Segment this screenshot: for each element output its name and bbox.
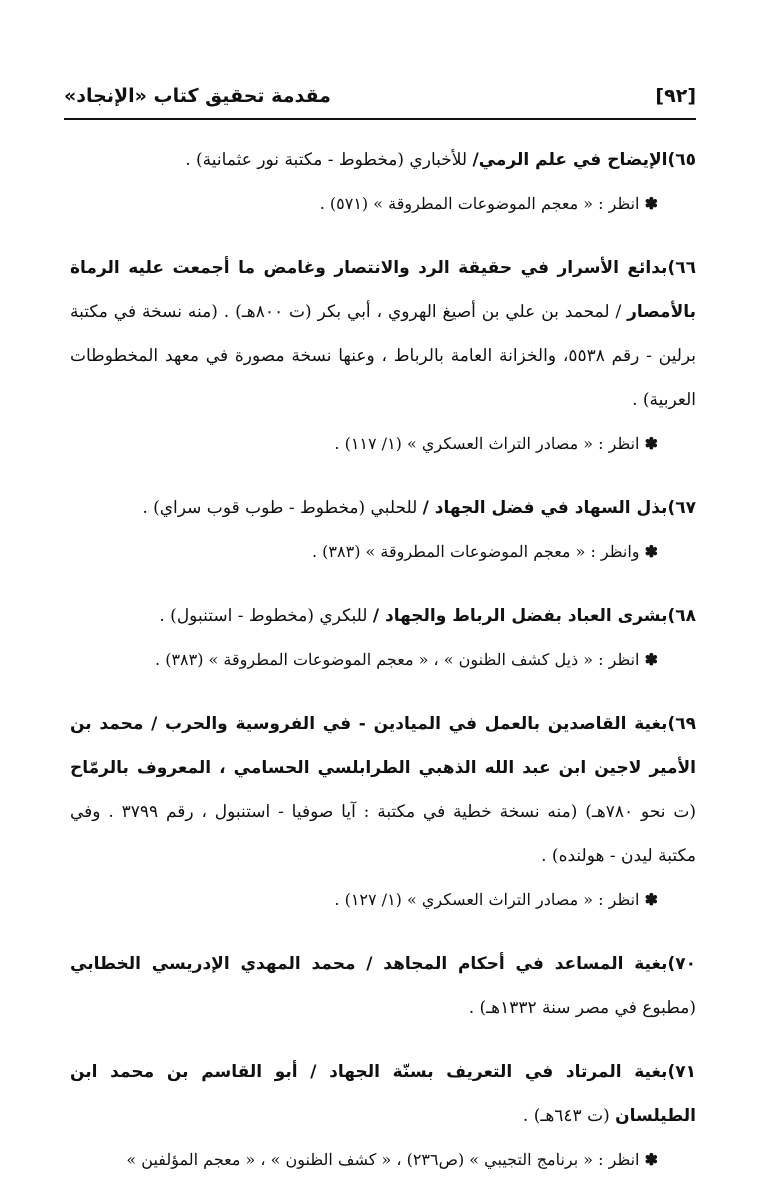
entry-number: ٧١) bbox=[667, 1062, 696, 1082]
asterisk-icon: ✽ bbox=[644, 650, 658, 669]
entry-body: للأخباري (مخطوط - مكتبة نور عثمانية) . bbox=[185, 150, 473, 170]
page-number: [٩٢] bbox=[655, 85, 696, 107]
entry-text bbox=[70, 942, 696, 1030]
entry-body: (ت نحو ٧٨٠هـ) (منه نسخة خطية في مكتبة : آيا صوفيا - استنبول ، رقم ٣٧٩٩ . وفي مكتبة ليدن - هولنده) . bbox=[70, 802, 697, 866]
entry-text bbox=[70, 1050, 696, 1138]
entry-reference bbox=[70, 878, 696, 922]
bibliography-entry-66 bbox=[70, 246, 696, 466]
entry-number: ٧٠) bbox=[667, 954, 696, 974]
entry-reference bbox=[70, 422, 696, 466]
header-divider bbox=[64, 118, 696, 120]
entry-title: بغية القاصدين بالعمل في الميادين - في الفروسية والحرب / محمد بن الأمير لاجين ابن عبد الله الذهبي الطرابلسي الحسامي ، المعروف بالرمّاح bbox=[70, 714, 696, 778]
entry-title: بشرى العباد بفضل الرباط والجهاد / bbox=[372, 606, 668, 626]
bibliography-entry-71 bbox=[70, 1050, 696, 1182]
bibliography-entry-65 bbox=[70, 138, 696, 226]
asterisk-icon: ✽ bbox=[644, 194, 658, 213]
entry-body: (ت ٦٤٣هـ) . bbox=[522, 1106, 616, 1126]
entry-reference bbox=[70, 638, 696, 682]
entry-number: ٦٦) bbox=[667, 258, 696, 278]
reference-text: انظر : « برنامج التجيبي » (ص٢٣٦) ، « كشف الظنون » ، « معجم المؤلفين » bbox=[126, 1150, 640, 1169]
entry-number: ٦٩) bbox=[667, 714, 696, 734]
entry-text bbox=[70, 246, 696, 422]
entry-body: / لمحمد بن علي بن أصيغ الهروي ، أبي بكر (ت ٨٠٠هـ) . (منه نسخة في مكتبة برلين - رقم ٥٥٣٨، والخزانة العامة بالرباط ، وعنها نسخة مصورة في معهد المخطوطات العربية) . bbox=[70, 302, 696, 410]
asterisk-icon: ✽ bbox=[644, 434, 658, 453]
page-header bbox=[64, 78, 696, 114]
bibliography-entry-69 bbox=[70, 702, 696, 922]
entry-reference bbox=[70, 530, 696, 574]
entry-title: بغية المرتاد في التعريف بسنّة الجهاد / أبو القاسم بن محمد ابن الطيلسان bbox=[70, 1062, 696, 1126]
entry-text bbox=[70, 594, 696, 638]
running-title: مقدمة تحقيق كتاب «الإنجاد» bbox=[64, 85, 331, 107]
reference-text: انظر : « معجم الموضوعات المطروقة » (٥٧١) . bbox=[319, 194, 640, 213]
entry-body: للبكري (مخطوط - استنبول) . bbox=[159, 606, 373, 626]
asterisk-icon: ✽ bbox=[644, 890, 658, 909]
entry-number: ٦٥) bbox=[667, 150, 696, 170]
entry-number: ٦٨) bbox=[667, 606, 696, 626]
entry-title: بذل السهاد في فضل الجهاد / bbox=[422, 498, 668, 518]
bibliography-entry-68 bbox=[70, 594, 696, 682]
entry-title: الإيضاح في علم الرمي/ bbox=[472, 150, 668, 170]
entry-reference bbox=[70, 1138, 696, 1182]
entry-number: ٦٧) bbox=[667, 498, 696, 518]
entry-text bbox=[70, 486, 696, 530]
bibliography-entry-67 bbox=[70, 486, 696, 574]
entry-text bbox=[70, 702, 696, 878]
entry-reference bbox=[70, 182, 696, 226]
asterisk-icon: ✽ bbox=[644, 542, 658, 561]
entry-body: للحلبي (مخطوط - طوب قوب سراي) . bbox=[142, 498, 423, 518]
reference-text: انظر : « ذيل كشف الظنون » ، « معجم الموضوعات المطروقة » (٣٨٣) . bbox=[155, 650, 640, 669]
entry-body: (مطبوع في مصر سنة ١٣٣٢هـ) . bbox=[468, 998, 696, 1018]
entry-title: بدائع الأسرار في حقيقة الرد والانتصار وغامض ما أجمعت عليه الرماة بالأمصار bbox=[70, 258, 696, 322]
entry-text bbox=[70, 138, 696, 182]
bibliography-entry-70 bbox=[70, 942, 696, 1030]
reference-text: انظر : « مصادر التراث العسكري » (١/ ١١٧) . bbox=[334, 434, 640, 453]
reference-text: وانظر : « معجم الموضوعات المطروقة » (٣٨٣) . bbox=[311, 542, 640, 561]
entry-title: بغية المساعد في أحكام المجاهد / محمد المهدي الإدريسي الخطابي bbox=[70, 954, 668, 974]
asterisk-icon: ✽ bbox=[644, 1150, 658, 1169]
bibliography-list bbox=[70, 138, 696, 1202]
reference-text: انظر : « مصادر التراث العسكري » (١/ ١٢٧) . bbox=[334, 890, 640, 909]
